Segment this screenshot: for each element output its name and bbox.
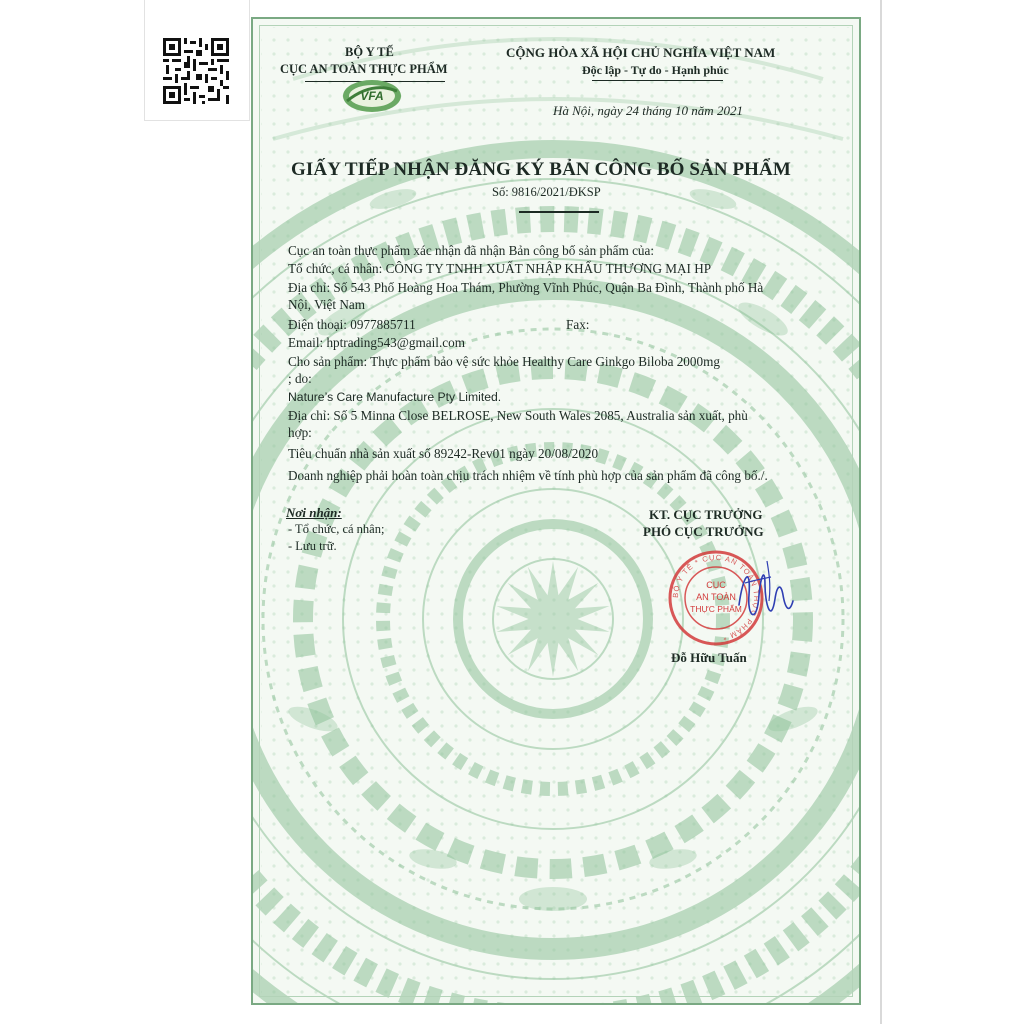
vfa-logo [341,77,403,115]
phone-line: Điện thoại: 0977885711 [288,317,416,332]
responsibility-line: Doanh nghiệp phải hoàn toàn chịu trách nhiệm về tính phù hợp của sản phẩm đã công bố./. [288,468,768,483]
department-name: CỤC AN TOÀN THỰC PHẨM [280,62,448,76]
qr-code-card [144,0,250,121]
motto-underline [592,80,723,81]
qr-code-icon [163,38,229,104]
ministry-name: BỘ Y TẾ [345,45,394,59]
handwritten-signature [731,555,801,635]
stamp-ring-text: BỘ Y TẾ * CỤC AN TOÀN THỰC PHẨM * [670,552,762,643]
fax-line: Fax: [566,317,590,332]
email-line: Email: hptrading543@gmail.com [288,335,465,350]
manufacturer-address-2: hợp: [288,425,312,440]
number-underline [519,211,599,213]
signer-name: Đỗ Hữu Tuấn [671,650,747,665]
manufacturer-address-1: Địa chỉ: Số 5 Minna Close BELROSE, New South Wales 2085, Australia sản xuất, phù [288,408,748,423]
standard-line: Tiêu chuẩn nhà sản xuất số 89242-Rev01 ngày 20/08/2020 [288,446,599,461]
republic-title: CỘNG HÒA XÃ HỘI CHỦ NGHĨA VIỆT NAM [506,45,776,60]
certificate-sheet [251,17,861,1005]
signer-title-2: PHÓ CỤC TRƯỞNG [643,524,764,539]
product-line: Cho sản phẩm: Thực phẩm bảo vệ sức khỏe Healthy Care Ginkgo Biloba 2000mg [288,354,720,369]
stamp-center-line: THỰC PHẨM [690,604,742,614]
place-date: Hà Nội, ngày 24 tháng 10 năm 2021 [553,103,743,118]
national-motto: Độc lập - Tự do - Hạnh phúc [582,63,729,77]
address-line-2: Nội, Việt Nam [288,297,365,312]
certificate-title: GIẤY TIẾP NHẬN ĐĂNG KÝ BẢN CÔNG BỐ SẢN PHẨM [291,159,791,180]
stamp-center-line: AN TOÀN [696,592,736,602]
recipient-item: - Tổ chức, cá nhân; [288,522,385,536]
recipient-item: - Lưu trữ. [288,539,337,553]
intro-line: Cục an toàn thực phẩm xác nhận đã nhận Bản công bố sản phẩm của: [288,243,655,258]
signer-title-1: KT. CỤC TRƯỞNG [649,507,763,522]
organization-line: Tổ chức, cá nhân: CÔNG TY TNHH XUẤT NHẬP KHẨU THƯƠNG MẠI HP [288,261,712,276]
stamp-center-line: CỤC [706,580,726,590]
recipients-heading: Nơi nhận: [286,505,342,520]
certificate-number: Số: 9816/2021/ĐKSP [492,185,601,199]
manufacturer-line: Nature’s Care Manufacture Pty Limited. [288,390,502,404]
vfa-logo-text: VFA [360,89,384,103]
product-line-cont: ; do: [288,371,312,386]
page-edge-line [880,0,882,1024]
address-line-1: Địa chỉ: Số 543 Phố Hoàng Hoa Thám, Phường Vĩnh Phúc, Quận Ba Đình, Thành phố Hà [288,280,764,295]
